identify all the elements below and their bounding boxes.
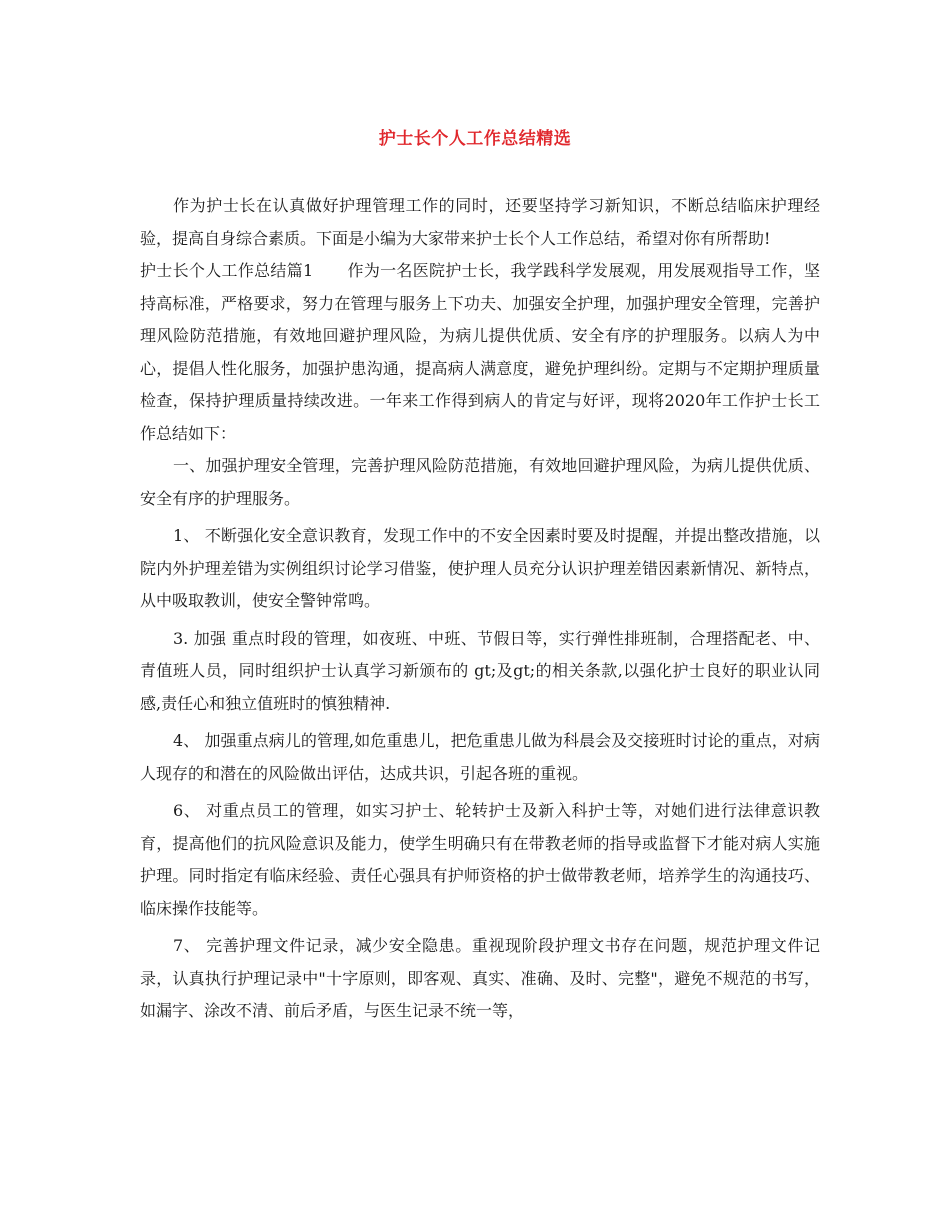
body-paragraph: 一、加强护理安全管理，完善护理风险防范措施，有效地回避护理风险，为病儿提供优质、安全有序的护理服务。	[140, 456, 820, 508]
section-text: 作为一名医院护士长，我学践科学发展观，用发展观指导工作，坚持高标准，严格要求，努力在管理与服务上下功夫、加强安全护理，加强护理安全管理，完善护理风险防范措施，有效地回避护理风险，为病儿提供优质、安全有序的护理服务。以病人为中心，提倡人性化服务，加强护患沟通，提高病人满意度，避免护理纠纷。定期与不定期护理质量检查，保持护理质量持续改进。一年来工作得到病人的肯定与好评，现将2020年工作护士长工作总结如下：	[140, 261, 820, 443]
body-paragraph: 1、 不断强化安全意识教育，发现工作中的不安全因素时要及时提醒，并提出整改措施，以院内外护理差错为实例组织讨论学习借鉴，使护理人员充分认识护理差错因素新情况、新特点，从中吸取教训，使安全警钟常鸣。	[140, 526, 820, 610]
body-paragraph: 6、 对重点员工的管理，如实习护士、轮转护士及新入科护士等，对她们进行法律意识教育，提高他们的抗风险意识及能力，使学生明确只有在带教老师的指导或监督下才能对病人实施护理。同时指定有临床经验、责任心强具有护师资格的护士做带教老师，培养学生的沟通技巧、临床操作技能等。	[140, 801, 820, 918]
body-paragraph: 4、 加强重点病儿的管理,如危重患儿，把危重患儿做为科晨会及交接班时讨论的重点，对病人现存的和潜在的风险做出评估，达成共识，引起各班的重视。	[140, 731, 820, 783]
section-paragraph	[140, 255, 820, 450]
body-paragraph: 7、 完善护理文件记录，减少安全隐患。重视现阶段护理文书存在问题，规范护理文件记录，认真执行护理记录中"十字原则，即客观、真实、准确、及时、完整"，避免不规范的书写，如漏字、涂改不清、前后矛盾，与医生记录不统一等，	[140, 936, 820, 1020]
document-body	[140, 190, 820, 1028]
document-title: 护士长个人工作总结精选	[378, 129, 572, 149]
body-paragraph: 3. 加强 重点时段的管理，如夜班、中班、节假日等，实行弹性排班制，合理搭配老、中、青值班人员，同时组织护士认真学习新颁布的 gt;及gt;的相关条款,以强化护士良好的职业认同感,责任心和独立值班时的慎独精神.	[140, 628, 820, 713]
section-label: 护士长个人工作总结篇1	[140, 261, 314, 280]
intro-paragraph: 作为护士长在认真做好护理管理工作的同时，还要坚持学习新知识，不断总结临床护理经验，提高自身综合素质。下面是小编为大家带来护士长个人工作总结，希望对你有所帮助!	[140, 196, 820, 248]
